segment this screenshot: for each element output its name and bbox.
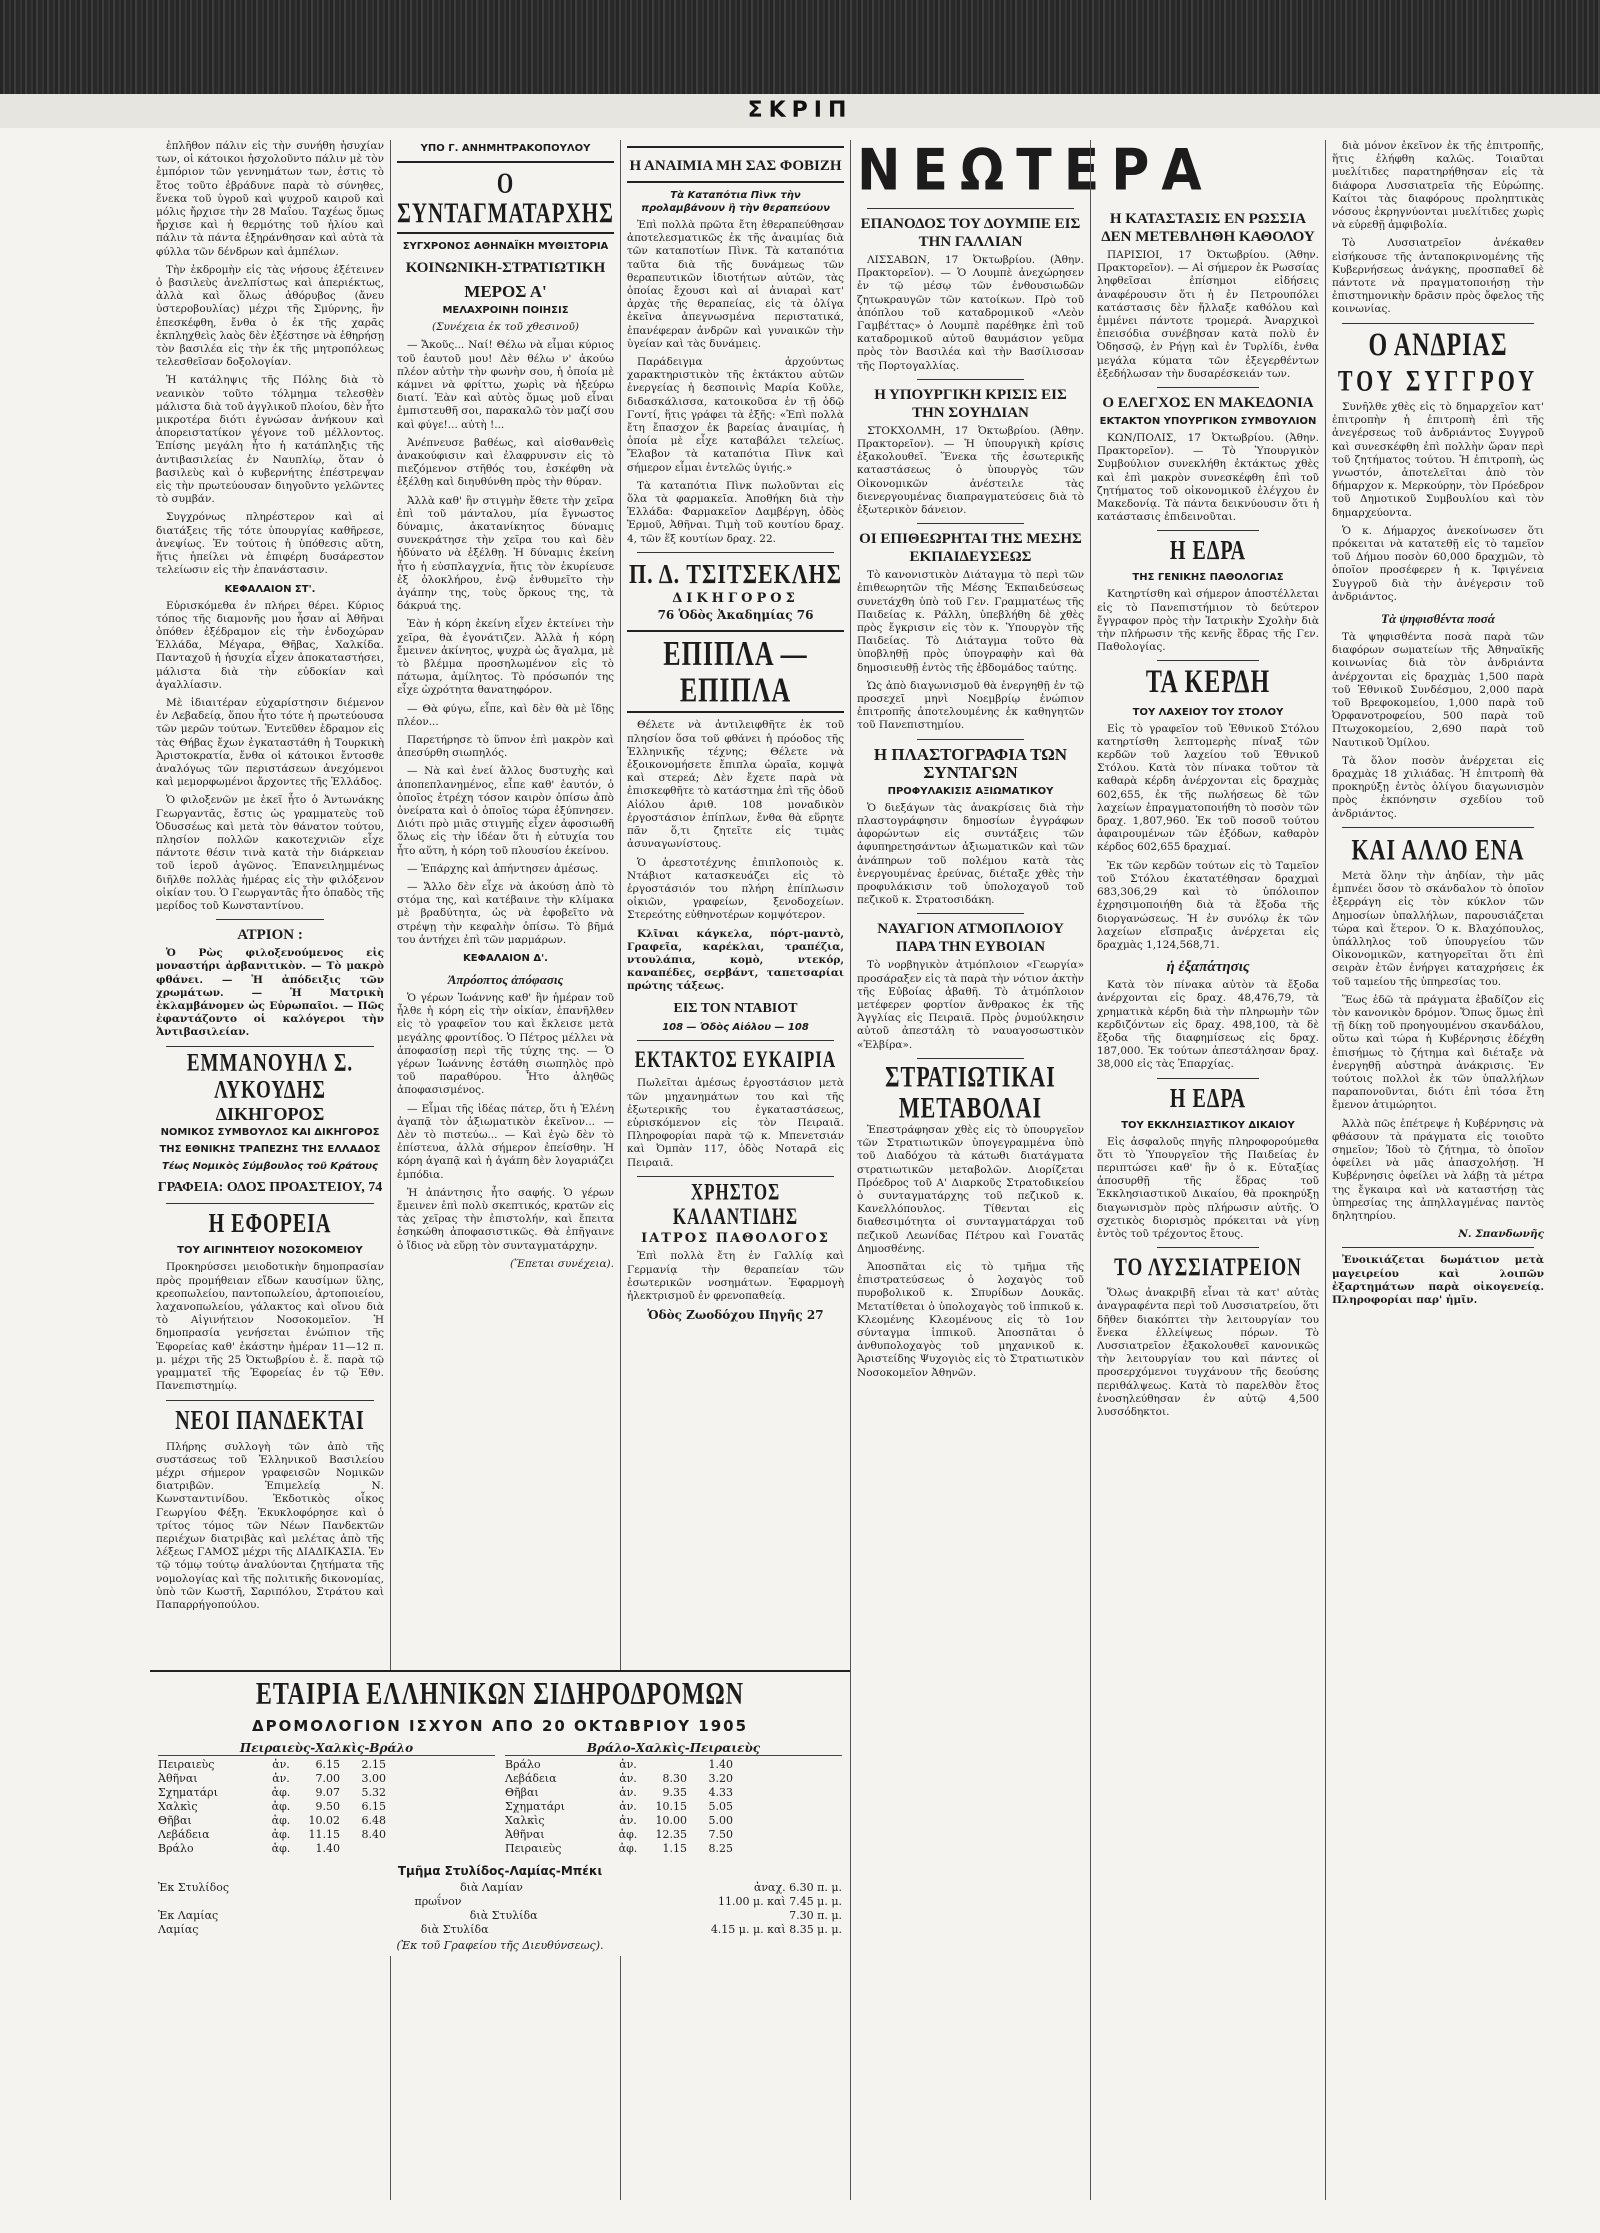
timetable-row bbox=[158, 1786, 495, 1800]
doctor-ad-name: ΧΡΗΣΤΟΣ ΚΑΛΑΝΤΙΔΗΣ bbox=[672, 1179, 799, 1229]
timetable-station: Χαλκὶς bbox=[158, 1800, 198, 1813]
doctor-ad-profession: ΙΑΤΡΟΣ ΠΑΘΟΛΟΓΟΣ bbox=[641, 1231, 830, 1247]
serial-title-box bbox=[397, 161, 614, 234]
ad-tsitseklis-name: Π. Δ. ΤΣΙΤΣΕΚΛΗΣ bbox=[628, 557, 843, 589]
news-dispatch: Ὁ διεξάγων τὰς ἀνακρίσεις διὰ τὴν πλαστογράφησιν δημοσίων ἐγγράφων ἀφορώντων εἰς συντάξεις τῶν ἀφυπηρετησάντων ἀξιωματικῶν καὶ τῶν ἀνάπηρων τοῦ πολέμου κατὰ τὰς ἐνεργουμένας ἐρεύνας, διέταξε χθὲς τὴν προφυλάκισιν τοῦ ὑπολοχαγοῦ τοῦ πεζικοῦ κ. Στρατοσιδάκη. bbox=[857, 801, 1084, 907]
serial-paragraph: Ἐὰν ἡ κόρη ἐκείνη εἶχεν ἐκτείνει τὴν χεῖρα, θὰ ἐγονάτιζεν. Ἀλλὰ ἡ κόρη ἔμεινεν ἀκίνητος, ψυχρὰ ὡς ἄγαλμα, μὲ τὸ βλέμμα προσηλωμένον εἰς τὸ πάτωμα, ἀμίλητος. Τὸ πρόσωπόν της εἶχε ὠχρότητα θανατηφόρον. bbox=[397, 618, 614, 697]
timetable-station: Ἀθῆναι bbox=[158, 1772, 198, 1785]
pandects-text: Πλήρης συλλογὴ τῶν ἀπὸ τῆς συστάσεως τοῦ Ἑλληνικοῦ Βασιλείου μέχρι σήμερον γραφεισῶν Νομικῶν διατριβῶν. Ἐπιμελείᾳ Ν. Κωνσταντινίδου. Ἐκδοτικὸς οἶκος Γεωργίου Φέξη. Ἐκυκλοφόρησε καὶ ὁ τρίτος τόμος τῶν Νέων Πανδεκτῶν περιέχων διατριβὰς καὶ μελέτας ἀπὸ τῆς λέξεως ΓΑΜΟΣ μέχρι τῆς ΔΙΑΔΙΚΑΣΙΑ. Ἐν τῷ τόμῳ τούτῳ ἀναλύονται ζητήματα τῆς νομολογίας καὶ τῆς πολιτικῆς δικονομίας, ὑπὸ τῶν Κωστῆ, Σαριπόλου, Στράτου καὶ Παπαρρήγοπούλου. bbox=[156, 1440, 384, 1611]
news-subheading: ΠΡΟΦΥΛΑΚΙΣΙΣ ΑΞΙΩΜΑΤΙΚΟΥ bbox=[887, 785, 1054, 797]
opportunity-text: Πωλεῖται ἀμέσως ἐργοστάσιον μετὰ τῶν μηχανημάτων του καὶ τῆς ἐξωτερικῆς του ἐγκαταστάσεως, εὑρισκόμενον εἰς τὸν Πειραιᾶ. Πληροφορίαι παρὰ τῷ κ. Μπενετσιάν καὶ Ὀμπὰν 117, ὁδὸς Νοταρᾶ εἰς Πειραιᾶ. bbox=[627, 1077, 844, 1169]
timetable-row bbox=[158, 1800, 495, 1814]
another-one-text: Ἕως ἐδῶ τὰ πράγματα ἐβαδίζον εἰς τὸν κανονικὸν δρόμον. Ὅπως ὅμως ἐπὶ τῇ δίκῃ τοῦ προηγουμένου σκανδάλου, οὕτω καὶ τώρα ἡ Κυβέρνησις ἐδέχθη ἐπισήμως τὸ ζήτημα καὶ διέταξε νὰ ἐνεργηθῇ αὐστηρὰ ἀνάκρισις. Ἐν τούτοις πολλοὶ ἐκ τῶν ὑπαλλήλων παραπονοῦνται, διότι ἐπὶ τόσα ἔτη ἔμενον ἀτιμώρητοι. bbox=[1332, 993, 1544, 1112]
news-subheading: ΤΟΥ ΛΑΧΕΙΟΥ ΤΟΥ ΣΤΟΛΟΥ bbox=[1132, 706, 1284, 718]
news-dispatch: Εἰς ἀσφαλοῦς πηγῆς πληροφορούμεθα ὅτι τὸ Ὑπουργεῖον τῆς Παιδείας ἐν περιπτώσει καθ' ἣν ὁ κ. Εὐταξίας ἀποσυρθῇ τῆς ἕδρας τοῦ Ἐκκλησιαστικοῦ Δικαίου, θὰ προκηρύξῃ διαγωνισμὸν πρὸς πλήρωσιν αὐτῆς. Ὁ σχετικὸς διορισμὸς πρόκειται νὰ γίνῃ ἐντὸς τοῦ τρέχοντος ἔτους. bbox=[1097, 1135, 1319, 1240]
serial-paragraph: Παρετήρησε τὸ ὕπνον ἐπὶ μακρὸν καὶ ἀπεσύρθη σιωπηλός. bbox=[397, 733, 614, 760]
timetable-time-a bbox=[641, 1758, 687, 1772]
timetable-title: ΔΡΟΜΟΛΟΓΙΟΝ ΙΣΧΥΟΝ ΑΠΟ 20 ΟΚΤΩΒΡΙΟΥ 1905 bbox=[251, 1717, 749, 1735]
timetable-branch-cell: 11.00 μ. καὶ 7.45 μ. μ. bbox=[717, 1895, 842, 1908]
divider bbox=[166, 1203, 374, 1204]
serial-paragraph: Ἡ ἀπάντησις ἦτο σαφής. Ὁ γέρων ἔμεινεν ἐπὶ πολὺ σκεπτικός, κρατῶν εἰς τὰς χεῖρας τὴν ἐπιστολήν, καὶ ἔπειτα ἐσηκώθη ἀποφασιστικῶς. Θὰ ἐπῆγαινε ὁ ἴδιος νὰ εὕρῃ τὸν συνταγματάρχην. bbox=[397, 1186, 614, 1252]
timetable-mode: ἀν. bbox=[619, 1772, 637, 1785]
timetable-station: Σχηματάρι bbox=[505, 1800, 565, 1813]
serial-subtitle: ΣΥΓΧΡΟΝΟΣ ΑΘΗΝΑΪΚΗ ΜΥΘΙΣΤΟΡΙΑ bbox=[402, 241, 609, 253]
timetable-mode: ἀφ. bbox=[271, 1814, 291, 1827]
timetable-mode: ἀφ. bbox=[618, 1842, 638, 1855]
timetable-station: Λεβάδεια bbox=[505, 1772, 557, 1785]
serial-paragraph: — Ἄλλο δὲν εἶχε νὰ ἀκούσῃ ἀπὸ τὸ στόμα της, καὶ κατέβαινε τὴν κλίμακα μὲ βραδύτητα, ὡς νὰ ἐφοβεῖτο νὰ στρέψῃ τὴν κεφαλὴν ὀπίσω. Τὸ βῆμά του ἀντήχει ἐπὶ τῶν μαρμάρων. bbox=[397, 881, 614, 946]
timetable-branch-row bbox=[158, 1909, 842, 1923]
opportunity-heading: ΕΚΤΑΚΤΟΣ ΕΥΚΑΙΡΙΑ bbox=[634, 1046, 837, 1072]
furniture-ad-address: 108 — Ὁδὸς Αἰόλου — 108 bbox=[662, 1021, 809, 1033]
timetable-time-a: 1.40 bbox=[315, 1842, 340, 1855]
timetable-station: Λεβάδεια bbox=[158, 1828, 210, 1841]
furniture-ad-list: Κλῖναι κάγκελα, πόρτ-μαντὸ, Γραφεῖα, καρέκλαι, τραπέζια, ντουλάπια, κομὸ, ντεκόρ, καναπέδες, σερβάντ, ταπετσαρίαι πρώτης τάξεως. bbox=[627, 927, 844, 993]
chapter-heading: ΚΕΦΑΛΑΙΟΝ ΣΤ'. bbox=[224, 583, 316, 595]
timetable-branch bbox=[158, 1881, 842, 1937]
timetable-time-b: 3.00 bbox=[361, 1772, 386, 1785]
timetable-inbound bbox=[505, 1741, 842, 1856]
timetable-station: Χαλκὶς bbox=[505, 1814, 545, 1827]
timetable-time-b: 2.15 bbox=[361, 1758, 386, 1771]
timetable-branch-row bbox=[158, 1895, 842, 1909]
news-dispatch: Κατὰ τὸν πίνακα αὐτὸν τὰ ἔξοδα ἀνέρχονται εἰς δραχ. 48,476,79, τὰ χρηματικὰ κέρδη διὰ τὴν πληρωμὴν τῶν κερδιζόντων εἰς δραχ. 498,100, τὰ δὲ ἔξοδα τῆς διαφημίσεως εἰς δραχ. 187,000. Ἐκ τούτων ἀπεστάλησαν δραχ. 38,000 εἰς τὰς Ἐπαρχίας. bbox=[1097, 979, 1319, 1071]
news-dispatch: ΣΤΟΚΧΟΛΜΗ, 17 Ὀκτωβρίου. (Ἀθην. Πρακτορεῖον). — Ἡ ὑπουργικὴ κρίσις ἐξακολουθεῖ. Ἕνεκα τῆς ἐσωτερικῆς καταστάσεως ὁ ὑπουργὸς τῶν Οἰκονομικῶν ἀνέστειλε τὰς διενεργουμένας διαπραγματεύσεις διὰ τὸ ἐξωτερικὸν δάνειον. bbox=[857, 424, 1084, 517]
news-dispatch: ΠΑΡΙΣΙΟΙ, 17 Ὀκτωβρίου. (Ἀθην. Πρακτορεῖον). — Αἱ σήμερον ἐκ Ρωσσίας ληφθεῖσαι ἐπίσημοι εἰδήσεις ἀναφέρουσιν ὅτι ἡ ἐν Πετρουπόλει κατάστασις δὲν ἤλλαξε καθόλου καὶ ἐμμένει πάντοτε τρομερά. Ἀναρχικοὶ ἐπεισόδια συνέβησαν κατὰ πολὺ ἐν Ὀδησσῷ, ἐν Ρήγῃ καὶ ἐν Τυρλίδι, ἐνθα μεγάλα κύματα τῶν ἐξεγερθέντων ἐξεδήλωσαν τὴν δυσαρέσκειάν των. bbox=[1097, 249, 1319, 380]
statue-heading: Ο ΑΝΔΡΙΑΣ bbox=[1368, 327, 1508, 363]
news-heading: Η ΠΛΑΣΤΟΓΡΑΦΙΑ ΤΩΝ ΣΥΝΤΑΓΩΝ bbox=[873, 744, 1068, 782]
timetable-station: Πειραιεὺς bbox=[505, 1842, 562, 1855]
news-heading: Η ΕΔΡΑ bbox=[1169, 1083, 1247, 1114]
timetable-row bbox=[505, 1842, 842, 1856]
news-heading: ΤΑ ΚΕΡΔΗ bbox=[1145, 665, 1271, 701]
timetable-branch-cell: διὰ Λαμίαν bbox=[460, 1881, 523, 1894]
timetable-row bbox=[158, 1772, 495, 1786]
divider bbox=[166, 1046, 374, 1047]
timetable-time-b: 5.00 bbox=[708, 1814, 733, 1827]
timetable-mode: ἀν. bbox=[272, 1772, 290, 1785]
timetable-outbound-head: Πειραιεὺς-Χαλκὶς-Βράλο bbox=[158, 1741, 495, 1756]
ad-lawyer-line: Τέως Νομικὸς Σύμβουλος τοῦ Κράτους bbox=[162, 1161, 378, 1173]
timetable-time-a: 11.15 bbox=[308, 1828, 340, 1841]
timetable-mode: ἀν. bbox=[619, 1800, 637, 1813]
article-paragraph: Μὲ ἰδιαιτέραν εὐχαρίστησιν διέμενον ἐν Λεβαδείᾳ, ὅπου ἦτο τότε ἡ πρωτεύουσα τῶν μερῶν τούτων. Ἐντεῦθεν ἐδραμον εἰς τὰς Θήβας ἔχων ἐγκαταστάθη ἡ Τουρκικὴ Ἀριστοκρατία, ἔνθα οἱ κάτοικοι ἔντοσθε ἀναλόγως τῶν περιστάσεων ἀνεχόμενοι καὶ μεμορφωμένοι ἄρχοντες τῆς Ἑλλάδος. bbox=[156, 696, 384, 789]
divider bbox=[1157, 1078, 1259, 1079]
news-subheading: ΤΗΣ ΓΕΝΙΚΗΣ ΠΑΘΟΛΟΓΙΑΣ bbox=[1132, 572, 1284, 584]
furniture-ad-text: Θέλετε νὰ ἀντιλειφθῆτε ἐκ τοῦ πλησίον ὅσα τοῦ φθάνει ἡ πρόοδος τῆς Ἑλληνικῆς τέχνης; Θέλετε νὰ ἐξοικονομήσετε ἔπιπλα ὡραῖα, κομψὰ καὶ στερεά; Δὲν ἔχετε παρὰ νὰ ἐπισκεφθῆτε τὸ κατάστημα ἐπὶ τῆς ὁδοῦ Αἰόλου ἀριθ. 108 μοναδικὸν ἐργοστάσιον ἐπίπλων, ἔνθα θὰ εὕρητε πᾶν ὅ,τι ζητεῖτε εἰς τιμὰς ἀσυναγωνίστους. bbox=[627, 719, 844, 851]
news-heading: Η ΕΔΡΑ bbox=[1169, 536, 1247, 567]
timetable-note: (Ἐκ τοῦ Γραφείου τῆς Διευθύνσεως). bbox=[396, 1939, 604, 1952]
furniture-ad-footer: ΕΙΣ ΤΟΝ ΝΤΑΒΙΟΤ bbox=[673, 1000, 798, 1016]
serial-paragraph: — Νὰ καὶ ἐνεί ἄλλος δυστυχὴς καὶ ἀποπεπλανημένος, εἶπε καθ' ἑαυτόν, ὁ ὁποῖος ἐτρέχη τόσον καιρὸν ὀπίσω ἀπὸ ὀνείρατα καὶ ὁ ὁποῖος τώρα ἐξύπνησεν. Διότι πρὸ μιᾶς στιγμῆς εἶχεν ἀφοσιωθῆ ὅλως εἰς τὴν ἰδέαν ὅτι ἡ εὐτυχία του ἦτο αὕτη, ἡ κόρη τοῦ πλουσίου ἐκείνου. bbox=[397, 765, 614, 857]
timetable-time-b: 8.25 bbox=[708, 1842, 733, 1855]
news-heading: Η ΥΠΟΥΡΓΙΚΗ ΚΡΙΣΙΣ ΕΙΣ ΤΗΝ ΣΟΥΗΔΙΑΝ bbox=[874, 386, 1067, 421]
amounts-heading: Τὰ ψηφισθέντα ποσά bbox=[1381, 610, 1495, 626]
serial-to-be-continued: (Ἕπεται συνέχεια). bbox=[509, 1257, 614, 1270]
pink-ad-text: Παράδειγμα ἀρχούντως χαρακτηριστικὸν τῆς ἐκτάκτου αὐτῶν ἐνεργείας ἡ δεσποινὶς Μαρία Κοῦλε, διδασκάλισσα, κατοικοῦσα ἐν τῇ ὁδῷ Γοντί, ἥτις γράφει τὰ ἑξῆς: «Ἐπὶ πολλὰ ἔτη ἔπασχον ἐκ βαρείας ἀναιμίας, ἡ ὁποία μὲ εἶχε καταβάλει τελείως. Ἔλαβον τὰ καταπότια Πὶνκ καὶ σήμερον εἶμαι ἐντελῶς ὑγιής.» bbox=[627, 356, 844, 474]
news-heading: ΤΟ ΛΥΣΣΙΑΤΡΕΙΟΝ bbox=[1114, 1253, 1302, 1282]
timetable-row bbox=[505, 1814, 842, 1828]
timetable-branch-cell: Ἐκ Στυλίδος bbox=[158, 1881, 229, 1894]
timetable-branch-cell: ἀναχ. 6.30 π. μ. bbox=[753, 1881, 842, 1894]
timetable-time-b: 4.33 bbox=[708, 1786, 733, 1799]
news-dispatch: Ὅλως ἀνακριβῆ εἶναι τὰ κατ' αὐτὰς ἀναγραφέντα περὶ τοῦ Λυσσιατρείου, ὅτι δῆθεν διακόπτει τὴν λειτουργίαν του ἕνεκα ἐλλείψεως πόρων. Τὸ Λυσσιατρεῖον ἐξακολουθεῖ κανονικῶς τὴν λειτουργίαν του καὶ πάντες οἱ προσερχόμενοι τυγχάνουν τῆς δεούσης περιθάλψεως. Κατὰ τὸ παρελθὸν ἔτος ἐνοσηλεύθησαν ἐν αὐτῷ 4,500 λυσσόδηκτοι. bbox=[1097, 1287, 1319, 1418]
scan-top-band bbox=[0, 0, 1600, 128]
timetable-mode: ἀφ. bbox=[271, 1786, 291, 1799]
furniture-ad-title-box bbox=[627, 630, 844, 714]
timetable-row bbox=[505, 1786, 842, 1800]
timetable-branch-row bbox=[158, 1923, 842, 1937]
doctor-ad-text: Ἐπὶ πολλὰ ἔτη ἐν Γαλλίᾳ καὶ Γερμανίᾳ τὴν θεραπείαν τῶν ἐσωτερικῶν νοσημάτων. Ἐφαρμογὴ ἠλεκτρισμοῦ ἐν φρενοπαθείᾳ. bbox=[627, 1250, 844, 1303]
timetable-branch-cell: Ἐκ Λαμίας bbox=[158, 1909, 219, 1922]
news-dispatch: Ὡς ἀπὸ διαγωνισμοῦ θὰ ἐνεργηθῇ ἐν τῷ προσεχεῖ μηνὶ Νοεμβρίῳ ἐνώπιον ἐπιτροπῆς ἀποτελουμένης ἐκ καθηγητῶν τοῦ Πανεπιστημίου. bbox=[857, 679, 1084, 732]
news-subheading: ΕΚΤΑΚΤΟΝ ΥΠΟΥΡΓΙΚΟΝ ΣΥΜΒΟΥΛΙΟΝ bbox=[1099, 416, 1317, 428]
timetable-time-b: 6.48 bbox=[361, 1814, 386, 1827]
timetable-time-a: 7.00 bbox=[315, 1772, 340, 1785]
news-heading: ΟΙ ΕΠΙΘΕΩΡΗΤΑΙ ΤΗΣ ΜΕΣΗΣ ΕΚΠΑΙΔΕΥΣΕΩΣ bbox=[859, 531, 1082, 566]
doctor-ad-address: Ὁδὸς Ζωοδόχου Πηγῆς 27 bbox=[647, 1308, 824, 1323]
news-heading: ΝΑΥΑΓΙΟΝ ΑΤΜΟΠΛΟΙΟΥ ΠΑΡΑ ΤΗΝ ΕΥΒΟΙΑΝ bbox=[877, 921, 1064, 956]
news-dispatch: Ἐκ τῶν κερδῶν τούτων εἰς τὸ Ταμεῖον τοῦ Στόλου ἐκατατέθησαν δραχμαὶ 683,306,29 καὶ τὸ ὑπόλοιπον ἐχρησιμοποιήθη διὰ τὰ ἔξοδα τῆς διοργανώσεως. Ἡ ἐν συνόλῳ ἐκ τῶν λαχείων εἴσπραξις ἀνέρχεται εἰς δραχμὰς 1,124,568,71. bbox=[1097, 859, 1319, 951]
news-subheading: ἡ ἐξαπάτησις bbox=[1166, 959, 1250, 976]
furniture-ad-heading: ΕΠΙΠΛΑ — ΕΠΙΠΛΑ bbox=[663, 633, 808, 710]
next-issue-summary: Ὁ Ρὼς φιλοξενούμενος εἰς μοναστήρι ἀρβανιτικὸν. — Τὸ μακρὸ φθάνει. — Ἡ ἀπόδειξις τῶν χρωμάτων. — Ἡ Ματρικὴ ἐκλαμβάνομεν ὡς Εὐρωπαῖοι. — Πῶς ἐφαντάζοντο οἱ καλόγεροι τὴν Ἀντιβασιλείαν. bbox=[156, 947, 384, 1039]
news-dispatch: ΛΙΣΣΑΒΩΝ, 17 Ὀκτωβρίου. (Ἀθην. Πρακτορεῖον). — Ὁ Λουμπὲ ἀνεχώρησεν ἐν τῷ μέσῳ τῶν ἐνθουσιωδῶν ζητωκραυγῶν τῶν κατοίκων. Πρὸ τοῦ ἀπόπλου τοῦ καταδρομικοῦ «Λεὸν Γαμβέττας» ὁ Λουμπὲ παρέθηκε ἐπὶ τοῦ καταδρομικοῦ αὐτοῦ θαυμάσιον γεῦμα πρὸς τὸν Βασιλέα καὶ τὴν Βασίλισσαν τῆς Πορτογαλλίας. bbox=[857, 254, 1084, 372]
timetable-time-a: 1.15 bbox=[662, 1842, 687, 1855]
timetable-mode: ἀν. bbox=[619, 1786, 637, 1799]
timetable-branch-cell: Λαμίας bbox=[158, 1923, 199, 1936]
divider bbox=[1342, 827, 1534, 828]
timetable-branch-cell: 7.30 π. μ. bbox=[789, 1909, 842, 1922]
timetable-station: Ἀθῆναι bbox=[505, 1828, 545, 1841]
serial-chapter: ΚΕΦΑΛΑΙΟΝ Δ'. bbox=[463, 953, 548, 965]
serial-series: ΜΕΛΑΧΡΟΙΝΗ ΠΟΙΗΣΙΣ bbox=[442, 305, 569, 317]
timetable-branch-cell: διὰ Στυλίδα bbox=[420, 1923, 489, 1936]
serial-part: ΜΕΡΟΣ Α' bbox=[464, 282, 547, 302]
ad-lawyer-line: ΝΟΜΙΚΟΣ ΣΥΜΒΟΥΛΟΣ ΚΑΙ ΔΙΚΗΓΟΡΟΣ bbox=[160, 1127, 380, 1139]
timetable-time-b: 8.40 bbox=[361, 1828, 386, 1841]
serial-paragraph: Ἀλλὰ καθ' ἣν στιγμὴν ἔθετε τὴν χεῖρα ἐπὶ τοῦ μάνταλου, μία ἔγνωστος δύναμις, ἀκατανίκητος δύναμις συνεκράτησε τὴν χεῖρα του καὶ δὲν ἠδύνατο νὰ ἐξέλθῃ. Ἡ δύναμις ἐκείνη ἦτο ἡ εὐσπλαγχνία, ἥτις τὸν ἐκυρίευσε ἐξ ὁλοκλήρου, ἐνῷ ἐνθυμεῖτο τὴν ἀγάπην της, τοὺς ὅρκους της, τὰ δάκρυά της. bbox=[397, 494, 614, 613]
timetable-time-b: 5.32 bbox=[361, 1786, 386, 1799]
serial-paragraph: Ἀνέπνευσε βαθέως, καὶ αἰσθανθεὶς ἀνακούφισιν καὶ ἐλαφρυνσιν εἰς τὸ πιεζόμενον στῆθός του, ἐσκέφθη νὰ ἐξέλθῃ καὶ διηυθύνθη πρὸς τὴν θύραν. bbox=[397, 436, 614, 489]
news-dispatch: Τὸ κανονιστικὸν Διάταγμα τὸ περὶ τῶν ἐπιθεωρητῶν τῆς Μέσης Ἐκπαιδεύσεως συνετάχθη ὑπὸ τοῦ Γεν. Γραμματέως τῆς Παιδείας κ. Ράλλη, ὑπεβλήθη δὲ χθὲς πρὸς ἔγκρισιν εἰς τὸν κ. Ὑπουργὸν τῆς Παιδείας. Τὸ Διάταγμα τοῦτο θὰ ὑποβληθῇ πρὸς ὑπογραφὴν καὶ θὰ δημοσιευθῇ ἐντὸς τῆς ἑβδομάδος ταύτης. bbox=[857, 569, 1084, 674]
divider bbox=[1157, 1247, 1259, 1248]
divider bbox=[637, 1176, 834, 1177]
article-paragraph: Τὸ Λυσσιατρεῖον ἀνέκαθεν εἰσήκουσε τῆς ἀνταποκρινομένης τῆς Κυβερνήσεως ἀνάγκης, προσπαθεῖ δὲ πάντοτε νὰ πραγματοποιήσῃ τὴν ἐπιστημονικὴν δρᾶσιν πρὸς ὄφελος τῆς κοινωνίας. bbox=[1332, 237, 1544, 316]
ad-lawyer-name: ΕΜΜΑΝΟΥΗΛ Σ. ΛΥΚΟΥΔΗΣ bbox=[186, 1048, 354, 1104]
serial-byline: ΥΠΟ Γ. ΑΝΗΜΗΤΡΑΚΟΠΟΥΛΟΥ bbox=[420, 143, 591, 154]
another-one-text: Μετὰ ὅλην τὴν ἀηδίαν, τὴν μᾶς ἐμπνέει ὅσον τὸ σκάνδαλον τὸ ὁποῖον ἐξερράγη εἰς τὸν κύκλον τῶν Δημοσίων ὑπαλλήλων, παρουσιάζεται τώρα καὶ ἕτερον. Ὁ κ. Βλαχόπουλος, ὑπάλληλος τοῦ ὑπουργείου τῶν Οἰκονομικῶν, κατηγορεῖται ὅτι ἐπὶ σειρὰν ἐτῶν ἐνήργει καταχρήσεις ἐκ τοῦ ταμείου τῆς ὑπηρεσίας του. bbox=[1332, 869, 1544, 988]
pandects-heading: ΝΕΟΙ ΠΑΝΔΕΚΤΑΙ bbox=[175, 1405, 365, 1436]
news-heading: ΣΤΡΑΤΙΩΤΙΚΑΙ ΜΕΤΑΒΟΛΑΙ bbox=[885, 1059, 1056, 1125]
timetable-mode: ἀφ. bbox=[271, 1842, 291, 1855]
serial-title: Ο ΣΥΝΤΑΓΜΑΤΑΡΧΗΣ bbox=[397, 166, 614, 230]
timetable-row bbox=[505, 1800, 842, 1814]
timetable-row bbox=[158, 1758, 495, 1772]
divider bbox=[166, 1400, 374, 1401]
news-heading: ΕΠΑΝΟΔΟΣ ΤΟΥ ΔΟΥΜΠΕ ΕΙΣ ΤΗΝ ΓΑΛΛΙΑΝ bbox=[860, 216, 1081, 250]
timetable-mode: ἀν. bbox=[619, 1814, 637, 1827]
news-dispatch: Τὸ νορβηγικὸν ἀτμόπλοιον «Γεωργία» προσάραξεν εἰς τὰ παρὰ τὴν νότιον ἀκτὴν τῆς Εὐβοίας ἀβαθῆ. Τὸ ἀτμόπλοιον μετέφερεν φορτίον ἄνθρακος ἐκ τῆς Ἀγγλίας εἰς Πειραιᾶ. Πρὸς ῥυμούλκησιν αὐτοῦ ἀπεστάλη τὸ ναυαγοσωστικὸν «Ἐλβίρα». bbox=[857, 959, 1084, 1051]
timetable-mode: ἀν. bbox=[272, 1758, 290, 1771]
pink-ad-title-box bbox=[627, 146, 844, 183]
railway-timetable bbox=[150, 1670, 850, 1956]
news-dispatch: Κατηρτίσθη καὶ σήμερον ἀποστέλλεται εἰς τὸ Πανεπιστήμιον τὸ δεύτερον ἔγγραφον πρὸς τὴν Ἰατρικὴν Σχολὴν διὰ τὴν πλήρωσιν τῆς κενῆς ἕδρας τῆς Γεν. Παθολογίας. bbox=[1097, 588, 1319, 654]
ephoria-text: Προκηρύσσει μειοδοτικὴν δημοπρασίαν πρὸς προμήθειαν εἴδων καυσίμων ὕλης, κρεοπωλείου, παντοπωλείου, ἀρτοποιείου, λαχανοπωλείου, γάλακτος καὶ οἴνου διὰ τὸ Αἰγινήτειον Νοσοκομεῖον. Ἡ δημοπρασία γενήσεται ἐνώπιον τῆς Ἐφορείας καθ' ἑκάστην ἡμέραν 11—12 π. μ. μέχρι τῆς 25 Ὀκτωβρίου ἐ. ἔ. παρὰ τῷ γραμματεῖ τῆς Ἐφορείας ἐν τῷ Ἐθν. Πανεπιστημίῳ. bbox=[156, 1261, 384, 1393]
timetable-time-a: 10.02 bbox=[308, 1814, 340, 1827]
article-paragraph: Ἡ κατάληψις τῆς Πόλης διὰ τὸ νεανικὸν τοῦτο τόλμημα τελεσθὲν μάλιστα διὰ τοῦ ἀγγλικοῦ πλοίου, δὲν ἦτο μικροτέρα διότι ἐγνώσαν ἀνήκουν καὶ ἀπορειστατίκον γέγονε τοῦ μέλλοντος. Ἐπίσης μεγάλη ἦτο ἡ κατάπληξις τῆς ἀντιβασιλείας ἐν Ναυπλίῳ, ὅταν ὁ βασιλεὺς καὶ ὁ κυβερνήτης ἐπέστρεψαν εἰς τὴν πρωτεύουσαν διηγοῦντο γελῶντες τὸ συμβάν. bbox=[156, 374, 384, 506]
pink-ad-text: Τὰ καταπότια Πὶνκ πωλοῦνται εἰς ὅλα τὰ φαρμακεῖα. Ἀποθήκη διὰ τὴν Ἑλλάδα: Φαρμακεῖον Δαμβέργη, ὁδὸς Ἑρμοῦ, Ἀθῆναι. Τιμὴ τοῦ κουτίου δραχ. 4, τῶν ἕξ κουτίων δραχ. 22. bbox=[627, 479, 844, 545]
another-one-text: Ἀλλὰ πῶς ἐπέτρεψε ἡ Κυβέρνησις νὰ φθάσουν τὰ πράγματα εἰς τοιοῦτο σημεῖον; Ἰδοὺ τὸ ζήτημα, τὸ ὁποῖον ὀφείλει νὰ μᾶς ἀπασχολήσῃ. Ἡ Κυβέρνησις ὀφείλει νὰ λάβῃ τὰ μέτρα της ἔγκαιρα καὶ νὰ καταστήσῃ τὰς ὑπηρεσίας της ἀπηλλαγμένας παντὸς δηλητηρίου. bbox=[1332, 1117, 1544, 1222]
timetable-outbound bbox=[158, 1741, 495, 1856]
article-signature: Ν. Σπανδωνῆς bbox=[1458, 1228, 1544, 1241]
serial-paragraph: — Ἐπάρχης καὶ ἀπήντησεν ἀμέσως. bbox=[407, 862, 599, 875]
timetable-row bbox=[158, 1828, 495, 1842]
timetable-time-b: 3.20 bbox=[708, 1772, 733, 1785]
classified-ad: Ἐνοικιάζεται δωμάτιον μετὰ μαγειρείου καὶ λοιπῶν ἐξαρτημάτων παρὰ οἰκογενείᾳ. Πληροφορίαι παρ' ἡμῖν. bbox=[1332, 1254, 1544, 1306]
timetable-time-b: 1.40 bbox=[708, 1758, 733, 1771]
timetable-row bbox=[158, 1814, 495, 1828]
timetable-time-a: 12.35 bbox=[655, 1828, 687, 1841]
timetable-mode: ἀφ. bbox=[618, 1828, 638, 1841]
timetable-time-b: 6.15 bbox=[361, 1800, 386, 1813]
news-dispatch: Εἰς τὸ γραφεῖον τοῦ Ἐθνικοῦ Στόλου κατηρτίσθη λεπτομερὴς πίναξ τῶν κερδῶν τοῦ λαχείου τοῦ Ἐθνικοῦ Στόλου. Κατὰ τὸν πίνακα τοῦτον τὰ καθαρὰ κέρδη ἀνέρχονται εἰς δραχμὰς 602,655, ἐκ τῆς πωλήσεως δὲ τῶν λαχείων ἐπραγματοποιήθη τὸ ποσὸν τῶν δραχ. 1,807,960. Ἐκ τοῦ ποσοῦ τούτου ἀφαιρουμένων τῶν ἐξόδων, καθαρὸν κέρδος 602,655 δραχμαί. bbox=[1097, 722, 1319, 854]
statue-text: Συνῆλθε χθὲς εἰς τὸ δημαρχεῖον κατ' ἐπιτροπὴν ἡ ἐπιτροπὴ ἐπὶ τῆς ἀνεγέρσεως τοῦ ἀνδριάντος Συγγροῦ καὶ συνεσκέφθη ἐπὶ πολλὴν ὥραν περὶ τοῦ ζητήματος τούτου. Ἡ ἐπιτροπὴ, ὡς γνωστόν, ἀποτελεῖται ἀπὸ τὸν δήμαρχον κ. Μερκούρην, τὸν Πρόεδρον τοῦ Δημοτικοῦ Συμβουλίου καὶ τὸν δημαρχεύοντα. bbox=[1332, 400, 1544, 519]
timetable-station: Βράλο bbox=[158, 1842, 194, 1855]
serial-paragraph: Ὁ γέρων Ἰωάννης καθ' ἣν ἡμέραν τοῦ ἦλθε ἡ κόρη εἰς τὴν οἰκίαν, ἐπανῆλθεν εἰς τὸ γραφεῖον του καὶ ἔκλεισε μετὰ μεγάλης φροντίδος. Ὁ Πέτρος μέλλει νὰ ἀποφασίσῃ περὶ τῆς τύχης της. — Ὁ γέρων Ἰωάννης ἐστάθη σιωπηλὸς πρὸ τοῦ παραθύρου. Ἦτο ἀληθῶς ἀποφασισμένος. bbox=[397, 992, 614, 1097]
news-dispatch: Ἐπεστράφησαν χθὲς εἰς τὸ ὑπουργεῖον τῶν Στρατιωτικῶν ὑπογεγραμμένα ὑπὸ τοῦ Διαδόχου τὰ κάτωθι διατάγματα στρατιωτικῶν μεταβολῶν. Διορίζεται Πρόεδρος τοῦ Α' Διαρκοῦς Στρατοδικείου ὁ συνταγματάρχης τοῦ πεζικοῦ κ. Κανελλόπουλος. Τίθενται εἰς διαθεσιμότητα οἱ συνταγματάρχαι τοῦ πεζικοῦ Λεωνίδας Πέτρου καὶ Γονατᾶς Δημοσθένης. bbox=[857, 1123, 1084, 1255]
divider bbox=[216, 919, 324, 920]
pink-ad-text: Ἐπὶ πολλὰ πρῶτα ἔτη ἐθεραπεύθησαν ἀποτελεσματικῶς ἐκ τῆς ἀναιμίας διὰ τῶν καταποτίων Πὶνκ. Τὰ καταπότια ταῦτα διὰ τῆς δυνάμεως τῶν θεραπευτικῶν ἰδιοτήτων αὐτῶν, τὰς ὁποίας ἔχουσι καὶ αἱ ἀνιαραὶ κατ' ἀρχὰς τῆς θεραπείας, εἰς τὰ ὀλίγα ἐκεῖνα ἀπεγνωσμένα περιστατικά, ἐπανέφεραν ἀνδρῶν καὶ γυναικῶν τὴν ὑγείαν καὶ τὰς δυνάμεις. bbox=[627, 219, 844, 350]
divider bbox=[637, 1040, 834, 1041]
furniture-ad-text: Ὁ ἀρεστοτέχνης ἐπιπλοποιὸς κ. Ντάβιοτ κατασκευάζει εἰς τὸ ἐργοστάσιόν του πλήρη ἐπίπλωσιν οἰκιῶν, γραφείων, ξενοδοχείων. Στερεότης εὐθηνοτέρων κομψότερον. bbox=[627, 856, 844, 922]
timetable-station: Πειραιεὺς bbox=[158, 1758, 215, 1771]
divider bbox=[1157, 387, 1259, 388]
article-paragraph: Συγχρόνως πληρέστερον καὶ αἱ διατάξεις τῆς τότε ὑπουργίας καθῆρεσε, ἀνεψίως. Ἐν τούτοις ἡ ὑπόθεσις αὕτη, ἥτις ἠπείλει νὰ ἐπιφέρη δυσάρεστον τελείωσιν εἰς τὴν ἐπανάστασιν. bbox=[156, 511, 384, 577]
news-dispatch: ΚΩΝ/ΠΟΛΙΣ, 17 Ὀκτωβρίου. (Ἀθην. Πρακτορεῖον). — Τὸ Ὑπουργικὸν Συμβούλιον συνεκλήθη ἐκτάκτως χθὲς καὶ ἐπὶ μακρὸν συνεσκέφθη ἐπὶ τοῦ ζητήματος τοῦ οἰκονομικοῦ ἐλέγχου ἐν Μακεδονίᾳ. Τὰ πάντα δεικνύουσιν ὅτι ἡ κατάστασις ἐπιδεινοῦται. bbox=[1097, 432, 1319, 524]
news-section-title: ΝΕΩΤΕΡΑ bbox=[857, 138, 1214, 204]
news-heading: Ο ΕΛΕΓΧΟΣ ΕΝ ΜΑΚΕΔΟΝΙΑ bbox=[1102, 395, 1314, 412]
timetable-branch-cell: πρωΐνον bbox=[414, 1895, 462, 1908]
news-dispatch: Ἀποσπᾶται εἰς τὸ τμῆμα τῆς ἐπιστρατεύσεως ὁ λοχαγὸς τοῦ πυροβολικοῦ κ. Σπυρίδων Δουκᾶς. Μετατίθεται ὁ ὑπολοχαγὸς τοῦ ἱππικοῦ κ. Κλεομένης Κλεομένους εἰς τὸ 1ον σύνταγμα ἱππικοῦ. Ἀποσπᾶται ὁ ἀνθυπολοχαγὸς τοῦ μηχανικοῦ κ. Ἀριστείδης Ψυχογιὸς εἰς τὸ Στρατιωτικὸν Νοσοκομεῖον Ἀθηνῶν. bbox=[857, 1260, 1084, 1379]
news-subheading: ΤΟΥ ΕΚΚΛΗΣΙΑΣΤΙΚΟΥ ΔΙΚΑΙΟΥ bbox=[1121, 1119, 1295, 1131]
ad-tsitseklis-profession: ΔΙΚΗΓΟΡΟΣ bbox=[672, 590, 799, 606]
masthead-title: ΣΚΡΙΠ bbox=[0, 94, 1600, 128]
divider bbox=[917, 523, 1024, 524]
serial-paragraph: — Εἶμαι τῆς ἰδέας πάτερ, ὅτι ἡ Ἑλένη ἀγαπᾷ τὸν ἀξιωματικὸν ἐκεῖνον... — Δὲν τὸ πιστεύω... — Καὶ ἐγὼ δὲν τὸ ἐπίστευα, ἀλλὰ σήμερον ἐπείσθην. Ἡ κόρη ἀγαπᾷ καὶ ἡ ἀγάπη δὲν λογαριάζει ἐμπόδια. bbox=[397, 1102, 614, 1181]
statue-subheading: ΤΟΥ ΣΥΓΓΡΟΥ bbox=[1337, 363, 1539, 398]
timetable-grid bbox=[158, 1741, 842, 1856]
statue-text: Ὁ κ. Δήμαρχος ἀνεκοίνωσεν ὅτι πρόκειται νὰ κατατεθῇ εἰς τὸ ταμεῖον τοῦ Δήμου ποσὸν 60,000 δραχμῶν, τὸ ὁποῖον προσέφερεν ἡ κ. Ἰφιγένεια Συγγροῦ διὰ τὴν ἀνέγερσιν τοῦ ἀνδριάντος. bbox=[1332, 524, 1544, 603]
ad-lawyer-profession: ΔΙΚΗΓΟΡΟΣ bbox=[215, 1104, 325, 1125]
article-paragraph: ἐπλῆθον πάλιν εἰς τὴν συνήθη ἡσυχίαν των, οἱ κάτοικοι ἠσχολοῦντο πάλιν μὲ τὸν ἐμπόριον τῶν γεννημάτων των, ἐστις τὸ ἔτος τοῦτο ἐβράδυνε παρὰ τὸ σύνηθες, ἕνεκα τοῦ ὑγροῦ καὶ ψυχροῦ καιροῦ καὶ μόλις ἤρχισε τὴν 28 Μαΐου. Ταχέως ὅμως ἤρχισε καὶ ἡ θερμότης τοῦ ἡλίου καὶ πάλιν τὰ πάντα ἐξηράνθησαν καὶ αὐτὰ τὰ φύλλα τῶν δένδρων καὶ ἀμπέλων. bbox=[156, 140, 384, 258]
timetable-row bbox=[158, 1842, 495, 1856]
timetable-station: Θῆβαι bbox=[505, 1786, 539, 1799]
divider bbox=[1157, 660, 1259, 661]
pink-ad-subheading: Τὰ Καταπότια Πὶνκ τὴν προλαμβάνουν ἢ τὴν θεραπεύουν bbox=[641, 190, 830, 214]
divider bbox=[867, 208, 1074, 209]
amounts-text: Τὰ ὅλον ποσὸν ἀνέρχεται εἰς δραχμὰς 18 χιλιάδας. Ἡ ἐπιτροπὴ θὰ προκηρύξῃ ἐντὸς ὀλίγου διαγωνισμὸν πρὸς ἐκπόνησιν σχεδίου τοῦ ἀνδριάντος. bbox=[1332, 754, 1544, 820]
divider bbox=[917, 379, 1024, 380]
timetable-time-a: 10.00 bbox=[655, 1814, 687, 1827]
timetable-station: Θῆβαι bbox=[158, 1814, 192, 1827]
divider bbox=[917, 739, 1024, 740]
divider bbox=[637, 552, 834, 553]
ad-lawyer-address: ΓΡΑΦΕΙΑ: ΟΔΟΣ ΠΡΟΑΣΤΕΙΟΥ, 74 bbox=[157, 1180, 383, 1196]
news-heading: Η ΚΑΤΑΣΤΑΣΙΣ ΕΝ ΡΩΣΣΙΑ ΔΕΝ ΜΕΤΕΒΛΗΘΗ ΚΑΘΟΛΟΥ bbox=[1101, 211, 1315, 245]
timetable-branch-row bbox=[158, 1881, 842, 1895]
divider bbox=[1157, 530, 1259, 531]
timetable-time-b bbox=[340, 1842, 386, 1856]
timetable-row bbox=[505, 1772, 842, 1786]
timetable-mode: ἀφ. bbox=[271, 1800, 291, 1813]
timetable-time-a: 9.07 bbox=[315, 1786, 340, 1799]
timetable-time-a: 9.50 bbox=[315, 1800, 340, 1813]
timetable-branch-cell: διὰ Στυλίδα bbox=[469, 1909, 538, 1922]
section-heading: ΑΤΡΙΟΝ : bbox=[237, 927, 303, 944]
article-paragraph: Εὐρισκόμεθα ἐν πλήρει θέρει. Κύριος τόπος τῆς διαμονῆς μου ἦσαν αἱ Ἀθῆναι ὁπόθεν ἐξέδραμον εἰς τὴν ἐνδοχώραν Ἐλλάδα, Μέγαρα, Θῆβας, Χαλκίδα. Πανταχοῦ ἡ ἡσυχία εἶχεν ἀποκαταστήσει, μάλιστα διὰ τὴν εὐδοκίαν καὶ ἀγαλλίασιν. bbox=[156, 599, 384, 691]
pink-ad-heading: Η ΑΝΑΙΜΙΑ ΜΗ ΣΑΣ ΦΟΒΙΖΗ bbox=[629, 158, 842, 174]
timetable-row bbox=[505, 1828, 842, 1842]
timetable-time-a: 6.15 bbox=[315, 1758, 340, 1771]
divider bbox=[1342, 323, 1534, 324]
serial-chapter-title: Ἀπρόοπτος ἀπόφασις bbox=[447, 972, 564, 988]
divider bbox=[1342, 1247, 1534, 1248]
timetable-company: ΕΤΑΙΡΙΑ ΕΛΛΗΝΙΚΩΝ ΣΙΔΗΡΟΔΡΟΜΩΝ bbox=[255, 1677, 745, 1712]
column-5 bbox=[1090, 140, 1325, 2200]
article-paragraph: Ὁ φιλοξενῶν με ἐκεῖ ἦτο ὁ Ἀντωνάκης Γεωργαντᾶς, ἔστις ὡς γραμματεὺς τοῦ Ὀδυσσέως καὶ μετὰ τὸν θάνατον τούτου, πλησίον πολλῶν κακοτεχνιῶν εἶχε πάντοτε θέσιν τινὰ κατὰ τὴν διάρκειαν τοῦ ἱεροῦ ἀγῶνος. Ἐπανειλημμένως διῆλθε πολλὰς ἡμέρας εἰς τὴν φιλόξενον οἰκίαν του. Ὁ Γεωργαντᾶς ἦτο ὁπαδὸς τῆς μερίδος τοῦ Κωνσταντίνου. bbox=[156, 794, 384, 912]
ephoria-subheading: ΤΟΥ ΑΙΓΙΝΗΤΕΙΟΥ ΝΟΣΟΚΟΜΕΙΟΥ bbox=[177, 1245, 363, 1257]
ad-tsitseklis-address: 76 Ὁδὸς Ἀκαδημίας 76 bbox=[657, 607, 814, 622]
serial-kind: ΚΟΙΝΩΝΙΚΗ-ΣΤΡΑΤΙΩΤΙΚΗ bbox=[405, 260, 606, 277]
timetable-time-a: 8.30 bbox=[662, 1772, 687, 1785]
amounts-text: Τὰ ψηφισθέντα ποσὰ παρὰ τῶν διαφόρων σωματείων τῆς Ἀθηναϊκῆς κοινωνίας διὰ τὸν ἀνδριάντα ἀνέρχονται εἰς δραχμὰς 1,500 παρὰ τοῦ Ἐθνικοῦ Συνδέσμου, 2,000 παρὰ τοῦ Βρεφοκομείου, 1,000 παρὰ τοῦ Ὀρφανοτροφείου, 500 παρὰ τοῦ Πτωχοκομείου, 2,690 παρὰ τοῦ Ναυτικοῦ Ὁμίλου. bbox=[1332, 630, 1544, 749]
serial-continuation: (Συνέχεια ἐκ τοῦ χθεσινοῦ) bbox=[432, 321, 579, 334]
serial-paragraph: — Θὰ φύγω, εἶπε, καὶ δὲν θὰ μὲ ἴδῃς πλέον... bbox=[397, 702, 614, 728]
another-one-heading: ΚΑΙ ΑΛΛΟ ΕΝΑ bbox=[1351, 832, 1525, 867]
timetable-time-b: 5.05 bbox=[708, 1800, 733, 1813]
timetable-branch-cell: 4.15 μ. μ. καὶ 8.35 μ. μ. bbox=[710, 1923, 842, 1936]
ad-lawyer-line: ΤΗΣ ΕΘΝΙΚΗΣ ΤΡΑΠΕΖΗΣ ΤΗΣ ΕΛΛΑΔΟΣ bbox=[159, 1144, 381, 1156]
article-paragraph: Τὴν ἐκδρομὴν εἰς τὰς νήσους ἐξέτεινεν ὁ βασιλεὺς ἀνελπίστως καὶ ἀπεριέκτως, ἀλλὰ καὶ ὅλως ἀθόρυβος (ἄνευ ὑστεροβουλίας) μέχρι τῆς Σμύρνης, ἣν ἐπεσκέφθη, ἔνθα ὁ ἐκ τῆς χαρᾶς ἐκπληχθεὶς λαὸς δὲν ἐξέστησε νὰ ἐθηρήσῃ τὸν βασιλέα εἰς τὴν ἐκ τῆς μητροπόλεως τελεσθεῖσαν δοξολογίαν. bbox=[156, 263, 384, 369]
timetable-mode: ἀν. bbox=[619, 1758, 637, 1771]
article-paragraph: διὰ μόνον ἐκεῖνον ἐκ τῆς ἐπιτροπῆς, ἥτις ἐλήφθη καλῶς. Τοιαῦται μυελίτιδες παρατηρήθησαν εἰς τὰ διάφορα Λυσσιατρεῖα τῆς Εὐρώπης. Καίτοι τὰς διαφόρους προληπτικὰς νόσους ἐκρηγνύονται μυελίτιδες χωρὶς νὰ εὑρεθῇ ἀμφιβολία. bbox=[1332, 140, 1544, 232]
timetable-inbound-head: Βράλο-Χαλκὶς-Πειραιεὺς bbox=[505, 1741, 842, 1756]
serial-paragraph: — Ἄκοῦς... Ναί! Θέλω νὰ εἶμαι κύριος τοῦ ἑαυτοῦ μου! Δὲν θέλω ν' ἀκούω πλέον αὐτὴν τὴν φωνὴν σου, ἡ ὁποία μὲ κάμνει νὰ φρίττω, χωρὶς νὰ ἠξεύρω διατί. Ἐὰν καὶ αὐτὸς ὅμως μοῦ εἶναι ἐμπιστευθῆ σοι, παρακαλῶ τὸν μαζί σου καὶ φύγε!... αὐτὴ !... bbox=[397, 339, 614, 431]
timetable-station: Σχηματάρι bbox=[158, 1786, 218, 1799]
divider bbox=[917, 913, 1024, 914]
timetable-time-a: 10.15 bbox=[655, 1800, 687, 1813]
column-6 bbox=[1325, 140, 1550, 2200]
timetable-station: Βράλο bbox=[505, 1758, 541, 1771]
ephoria-heading: Η ΕΦΟΡΕΙΑ bbox=[208, 1209, 332, 1240]
timetable-branch-head: Τμῆμα Στυλίδος-Λαμίας-Μπέκι bbox=[397, 1864, 603, 1878]
timetable-row bbox=[505, 1758, 842, 1772]
timetable-time-b: 7.50 bbox=[708, 1828, 733, 1841]
timetable-mode: ἀφ. bbox=[271, 1828, 291, 1841]
newspaper-page bbox=[150, 140, 1550, 2200]
timetable-time-a: 9.35 bbox=[662, 1786, 687, 1799]
